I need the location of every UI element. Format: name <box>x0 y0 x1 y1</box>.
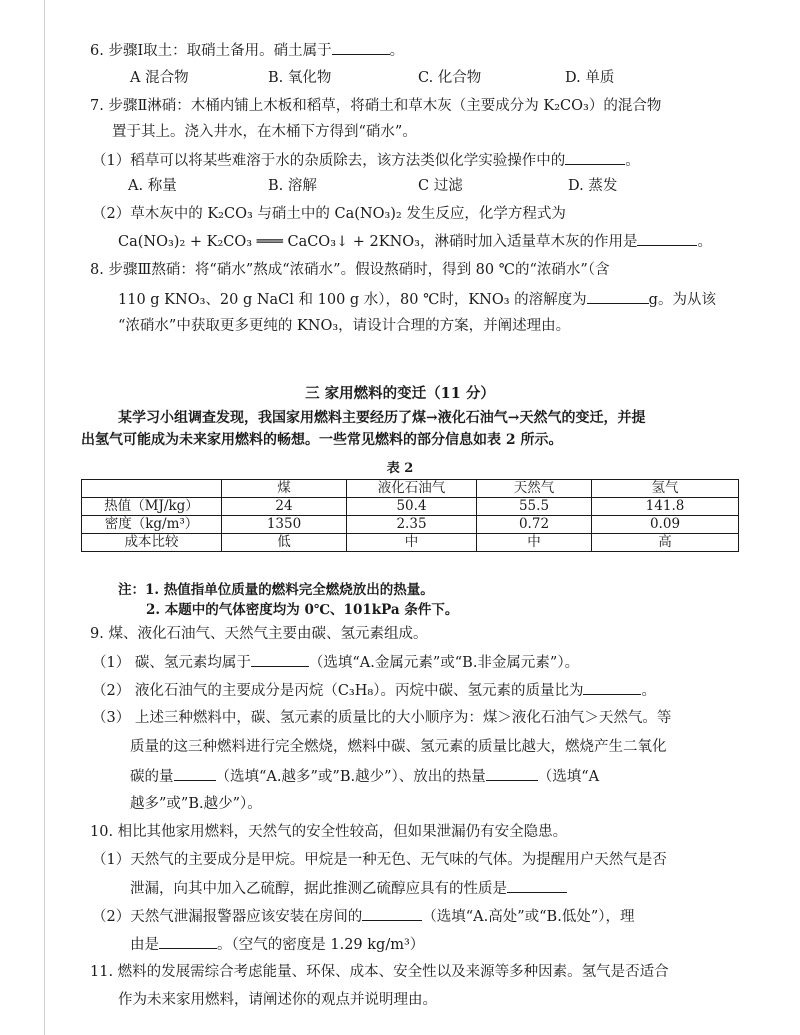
q8-line2-end: g。为从该 <box>648 292 716 308</box>
q10-sub2-reason-blank[interactable] <box>159 934 217 949</box>
q6-option-a: A 混合物 <box>130 70 189 86</box>
table-note-1: 注：1. 热值指单位质量的燃料完全燃烧放出的热量。 <box>118 582 434 598</box>
q7-sub2-line1: （2）草木灰中的 K₂CO₃ 与硝土中的 Ca(NO₃)₂ 发生反应，化学方程式为 <box>92 206 566 222</box>
q7-sub2-end: 。 <box>697 234 712 250</box>
q7-sub1-option-b: B. 溶解 <box>268 178 317 194</box>
q7-sub1-end: 。 <box>625 153 640 169</box>
q7-sub2-line2 <box>118 231 712 252</box>
q11-line1: 11. 燃料的发展需综合考虑能量、环保、成本、安全性以及来源等多种因素。氢气是否适合 <box>90 964 669 980</box>
q9-sub3-text-b: （选填“A.越多”或”B.越少”）、放出的热量 <box>215 769 486 785</box>
table-row-label: 密度（kg/m³） <box>82 516 222 534</box>
q6-stem-end: 。 <box>389 43 405 59</box>
table-header-cell <box>82 480 222 498</box>
q9-sub2-blank[interactable] <box>583 680 641 695</box>
q10-stem: 10. 相比其他家用燃料，天然气的安全性较高，但如果泄漏仍有安全隐患。 <box>90 824 568 840</box>
q9-sub3-line1: （3） 上述三种燃料中，碳、氢元素的质量比的大小顺序为：煤＞液化石油气＞天然气。等 <box>92 710 672 726</box>
table-cell: 0.72 <box>477 516 592 534</box>
q10-sub2-air-density: 。（空气的密度是 1.29 kg/m³） <box>217 937 425 953</box>
q8-solubility-blank[interactable] <box>587 289 649 304</box>
table-cell: 141.8 <box>592 498 739 516</box>
q9-sub3-line2: 质量的这三种燃料进行完全燃烧，燃料中碳、氢元素的质量比越大，燃烧产生二氧化 <box>130 739 667 755</box>
q7-sub1-option-a: A. 称量 <box>128 178 177 194</box>
q9-sub2-end: 。 <box>641 683 656 699</box>
table-cell: 1350 <box>222 516 347 534</box>
q9-sub2 <box>92 680 656 701</box>
q6-option-c: C. 化合物 <box>418 70 482 86</box>
q9-sub3-line4: 越多”或”B.越少”）。 <box>130 796 262 812</box>
table-header-cell: 液化石油气 <box>347 480 477 498</box>
table-row <box>82 498 739 516</box>
table-header-cell: 天然气 <box>477 480 592 498</box>
q7-sub1-text: （1）稻草可以将某些难溶于水的杂质除去，该方法类似化学实验操作中的 <box>92 153 566 169</box>
table-row <box>82 534 739 552</box>
q6-option-b: B. 氧化物 <box>268 70 332 86</box>
q9-sub3-text-c: （选填“A <box>537 769 600 785</box>
q10-sub1-line1: （1）天然气的主要成分是甲烷。甲烷是一种无色、无气味的气体。为提醒用户天然气是否 <box>92 852 667 868</box>
table-header-row <box>82 480 739 498</box>
q8-line1: 8. 步骤Ⅲ熬硝：将“硝水”熬成“浓硝水”。假设熬硝时，得到 80 ℃的“浓硝水”（含 <box>90 262 610 278</box>
q10-sub2-location-blank[interactable] <box>362 906 422 921</box>
q9-sub1-blank[interactable] <box>251 652 309 667</box>
section-3-intro-line1: 某学习小组调查发现，我国家用燃料主要经历了煤→液化石油气→天然气的变迁，并提 <box>118 410 646 426</box>
table-note-2: 2. 本题中的气体密度均为 0℃、101kPa 条件下。 <box>146 602 459 618</box>
table-cell: 0.09 <box>592 516 739 534</box>
table-cell: 中 <box>347 534 477 552</box>
q9-sub3-co2-blank[interactable] <box>174 766 216 781</box>
q9-sub3-line3 <box>130 766 599 787</box>
q10-sub1-line2-text: 泄漏，向其中加入乙硫醇，据此推测乙硫醇应具有的性质是 <box>130 881 507 897</box>
table-cell: 55.5 <box>477 498 592 516</box>
table-row-label: 成本比较 <box>82 534 222 552</box>
q7-line1: 7. 步骤Ⅱ淋硝：木桶内铺上木板和稻草，将硝土和草木灰（主要成分为 K₂CO₃）的混合物 <box>90 98 662 114</box>
q8-line2 <box>118 289 716 310</box>
q7-sub1 <box>92 150 640 171</box>
q6-option-d: D. 单质 <box>565 70 615 86</box>
q10-sub2-text-a: （2）天然气泄漏报警器应该安装在房间的 <box>92 909 363 925</box>
q9-sub1 <box>92 652 579 673</box>
q10-sub2-line2 <box>130 934 424 955</box>
table-cell: 24 <box>222 498 347 516</box>
q9-sub1-text: （1） 碳、氢元素均属于 <box>92 655 251 671</box>
q7-sub2-line2-text: Ca(NO₃)₂ + K₂CO₃ ═══ CaCO₃↓ + 2KNO₃，淋硝时加入适量草木灰的作用是 <box>118 234 638 250</box>
q7-sub1-option-d: D. 蒸发 <box>568 178 618 194</box>
q6-answer-blank[interactable] <box>332 40 390 55</box>
table-row <box>82 516 739 534</box>
q9-sub2-text: （2） 液化石油气的主要成分是丙烷（C₃H₈）。丙烷中碳、氢元素的质量比为 <box>92 683 584 699</box>
q7-line2: 置于其上。浇入井水，在木桶下方得到“硝水”。 <box>112 124 417 140</box>
page-edge-divider <box>44 0 45 1035</box>
table-header-cell: 氢气 <box>592 480 739 498</box>
q10-sub2-reason-label: 由是 <box>130 937 159 953</box>
q9-sub3-heat-blank[interactable] <box>486 766 538 781</box>
q8-line3: “浓硝水”中获取更多更纯的 KNO₃，请设计合理的方案，并阐述理由。 <box>118 318 571 334</box>
table-cell: 中 <box>477 534 592 552</box>
q10-sub1-line2 <box>130 878 567 899</box>
q9-stem: 9. 煤、液化石油气、天然气主要由碳、氢元素组成。 <box>90 626 428 642</box>
table-cell: 高 <box>592 534 739 552</box>
q10-sub1-blank[interactable] <box>507 878 567 893</box>
q8-line2-text: 110 g KNO₃、20 g NaCl 和 100 g 水），80 ℃时，KNO₃ 的溶解度为 <box>118 292 587 308</box>
q9-sub3-text-a: 碳的量 <box>130 769 174 785</box>
q7-sub2-blank[interactable] <box>637 231 697 246</box>
fuel-info-table <box>81 479 739 552</box>
q6-stem-text: 6. 步骤Ⅰ取土：取硝土备用。硝土属于 <box>90 43 332 59</box>
section-3-intro-line2: 出氢气可能成为未来家用燃料的畅想。一些常见燃料的部分信息如表 2 所示。 <box>81 432 563 448</box>
table-row-label: 热值（MJ/kg） <box>82 498 222 516</box>
q10-sub2-text-b: （选填“A.高处”或“B.低处”），理 <box>422 909 635 925</box>
table-2-caption: 表 2 <box>386 461 414 476</box>
q7-sub1-blank[interactable] <box>565 150 625 165</box>
table-cell: 2.35 <box>347 516 477 534</box>
q9-sub1-choices: （选填“A.金属元素”或“B.非金属元素”）。 <box>308 655 580 671</box>
table-cell: 低 <box>222 534 347 552</box>
table-cell: 50.4 <box>347 498 477 516</box>
table-header-cell: 煤 <box>222 480 347 498</box>
q6-stem <box>90 40 404 61</box>
q10-sub2-line1 <box>92 906 634 927</box>
section-3-title: 三 家用燃料的变迁（11 分） <box>305 385 495 402</box>
q11-line2: 作为未来家用燃料，请阐述你的观点并说明理由。 <box>118 992 437 1008</box>
q7-sub1-option-c: C 过滤 <box>418 178 463 194</box>
